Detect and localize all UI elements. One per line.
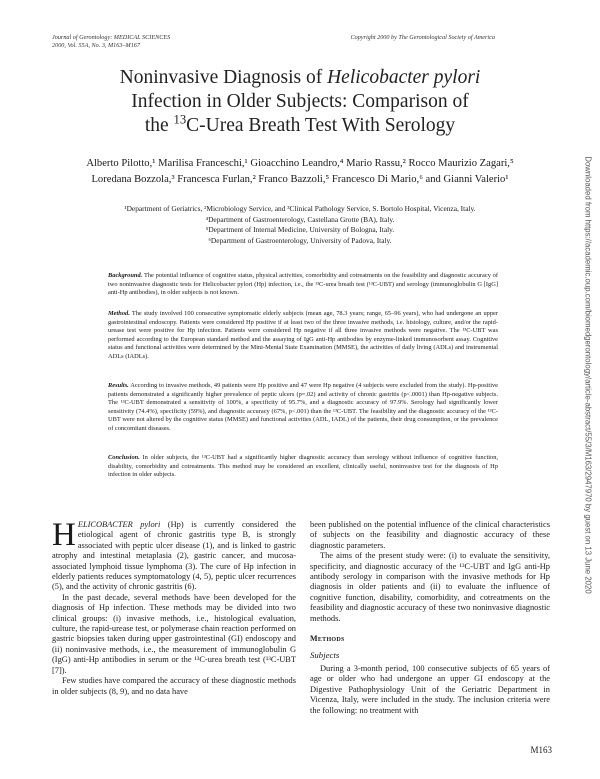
abstract-conclusion-text: In older subjects, the ¹³C-UBT had a significantly higher diagnostic accuracy than serology without influence of cognitive function, disability, comorbidity and cotreatments. This method may be considered an excellent, clinically useful, noninvasive test for the diagnosis of Hp infection in older subjects.	[108, 454, 498, 479]
title-line2: Infection in Older Subjects: Comparison of	[131, 91, 469, 112]
body-paragraph-3: Few studies have compared the accuracy of these diagnostic methods in older subjects (8, 9), and no data have	[52, 676, 296, 696]
download-watermark-text: Downloaded from https://academic.oup.com/biomedgerontology/article-abstract/55/3/M163/2947970 by guest on 13 June 2020	[583, 156, 593, 594]
copyright-line: Copyright 2000 by The Gerontological Society of America	[350, 34, 495, 41]
abstract-results-text: According to invasive methods, 49 patients were Hp positive and 47 were Hp negative (4 subjects were excluded from the study). Hp-positive patients demonstrated a significantly higher prevalence of peptic ulcers (p=.02) and activity of chronic gastritis (p<.0001) than Hp-negative subjects. The ¹³C-UBT demonstrated a sensitivity of 100%, a specificity of 95.7%, and a diagnostic accuracy of 97.9%. Serology had significantly lower sensitivity (74.4%), specificity (59%), and diagnostic accuracy (67%, p<.001) than the ¹³C-UBT. The feasibility and the diagnostic accuracy of the ¹³C-UBT were not altered by the cognitive status (MMSE) and functional activities (ADL, IADL) of the patients, their drug consumption, or the prevalence of concomitant diseases.	[108, 382, 499, 432]
methods-heading: Methods	[310, 634, 345, 644]
subjects-heading: Subjects	[310, 650, 340, 661]
col2-paragraph-1: been published on the potential influence of the clinical characteristics of subjects on the feasibility and diagnostic accuracy of these diagnostic parameters.	[310, 520, 550, 550]
title-line3-sup: 13	[173, 112, 187, 127]
abstract-method-text: The study involved 100 consecutive symptomatic elderly subjects (mean age, 78.3 years; range, 65–96 years), who had undergone an upper gastrointestinal endoscopy. Patients were considered Hp positive if at least two of the three invasive methods, i.e. histology, culture, and/or the rapid-urease test were positive for Hp infection. Patients were considered Hp negative if all three invasive methods were negative. The ¹³C-UBT was performed according to the European standard method and the assaying of IgG anti-Hp antibodies by enzyme-linked immunosorbent assay. Cognitive status and functional activities were determined by the Mini-Mental State Examination (MMSE), the activities of daily living (ADLs) and instrumental ADLs (IADLs).	[108, 310, 499, 360]
abstract-conclusion	[108, 454, 498, 480]
title-line3-rest: C-Urea Breath Test With Serology	[186, 115, 456, 136]
article-title	[40, 66, 560, 138]
abstract-background	[108, 272, 498, 298]
title-line1-italic: Helicobacter pylori	[327, 67, 481, 88]
abstract-background-text: The potential influence of cognitive status, physical activities, comorbidity and cotreatments on the feasibility and diagnostic accuracy of two noninvasive diagnostic tests for Helicobacter pylori (Hp) infection, i.e., the ¹³C-urea breath test (¹³C-UBT) and serology (immunoglobulin G [IgG] anti-Hp antibodies), in older subjects is not known.	[108, 272, 498, 297]
affiliation-2: ⁴Department of Gastroenterology, Castellana Grotte (BA), Italy.	[205, 214, 395, 224]
col2-paragraph-2: The aims of the present study were: (i) to evaluate the sensitivity, specificity, and diagnostic accuracy of the ¹³C-UBT and IgG anti-Hp antibody serology in comparison with the invasive methods for Hp diagnosis in older patients and (ii) to evaluate the influence of cognitive function, disability, comorbidity, and cotreatments on the feasibility and diagnostic accuracy of these two noninvasive diagnostic methods.	[310, 551, 550, 623]
abstract-results-label: Results.	[108, 382, 129, 389]
abstract-method-label: Method.	[108, 310, 130, 317]
affiliation-1: ¹Department of Geriatrics, ²Microbiology Service, and ³Clinical Pathology Service, S. Bortolo Hospital, Vicenza, Italy.	[124, 204, 476, 213]
intro-text: (Hp) is currently considered the etiological agent of chronic gastritis type B, is strongly associated with peptic ulcer disease (1), and is linked to gastric atrophy and intestinal metaplasia (2), gastric cancer, and mucosa-associated lymphoid tissue lymphoma (3). The cure of Hp infection in elderly patients reduces symptomatology (4, 5), peptic ulcer recurrences (5), and the activity of chronic gastritis (6).	[52, 520, 296, 592]
running-header-left	[52, 34, 170, 50]
abstract-background-label: Background.	[108, 272, 143, 279]
drop-cap: H	[52, 517, 76, 553]
download-watermark	[583, 156, 593, 594]
title-line3-text: the	[144, 115, 174, 136]
affiliations	[40, 204, 560, 246]
author-list	[30, 156, 570, 188]
abstract-method	[108, 310, 498, 362]
body-column-2	[310, 520, 550, 716]
subjects-paragraph: During a 3-month period, 100 consecutive subjects of 65 years of age or older who had undergone an upper GI endoscopy at the Digestive Pathophysiology Unit of the Geriatric Department in Vicenza, Italy, were included in the study. The inclusion criteria were the following: no treatment with	[310, 663, 550, 715]
abstract-results	[108, 382, 498, 434]
journal-volume: 2000, Vol. 55A, No. 3, M163–M167	[52, 42, 140, 49]
author-line-1: Alberto Pilotto,¹ Marilisa Franceschi,¹ Gioacchino Leandro,⁴ Mario Rassu,² Rocco Maurizio Zagari,⁵	[86, 158, 514, 169]
body-paragraph-2: In the past decade, several methods have been developed for the diagnosis of Hp infection. These methods may be divided into two clinical groups: (i) invasive methods, i.e., histological evaluation, culture, the rapid-urease test, or polymerase chain reaction performed on gastric biopsies taken during upper gastrointestinal (GI) endoscopy and (ii) noninvasive methods, i.e., the measurement of immunoglobulin G (IgG) anti-Hp antibodies in serum or the ¹³C-urea breath test (¹³C-UBT [7]).	[52, 592, 296, 675]
title-line1-text: Noninvasive Diagnosis of	[119, 67, 328, 88]
page-number: M163	[530, 745, 552, 755]
journal-name: Journal of Gerontology: MEDICAL SCIENCES	[52, 34, 171, 41]
abstract-conclusion-label: Conclusion.	[108, 454, 140, 461]
intro-paragraph	[52, 517, 296, 593]
intro-italic: ELICOBACTER pylori	[77, 520, 161, 529]
affiliation-4: ⁶Department of Gastroenterology, University of Padova, Italy.	[208, 235, 392, 245]
author-line-2: Loredana Bozzola,³ Francesca Furlan,² Franco Bazzoli,⁵ Francesco Di Mario,⁶ and Gianni Valerio¹	[91, 174, 509, 185]
body-column-1	[52, 517, 296, 697]
affiliation-3: ⁵Department of Internal Medicine, University of Bologna, Italy.	[205, 225, 395, 234]
